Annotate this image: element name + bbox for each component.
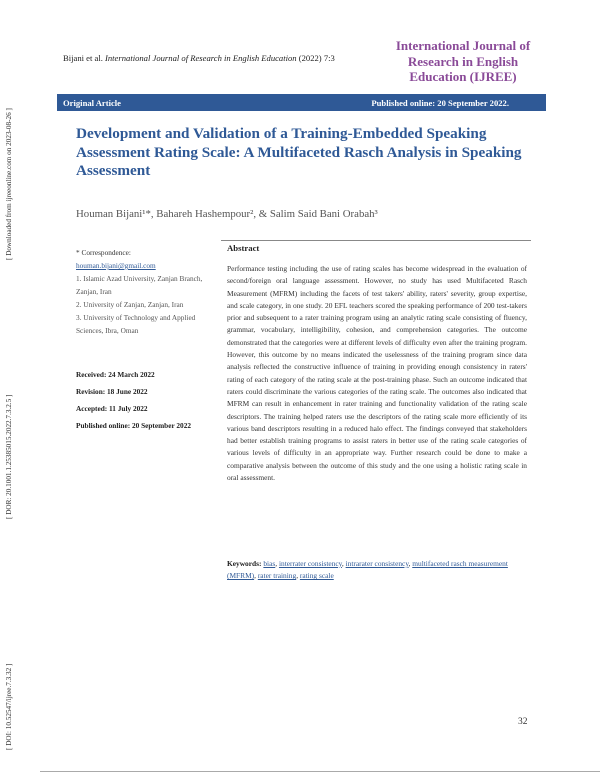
abstract-heading: Abstract [227,243,260,253]
correspondence-label: * Correspondence: [76,248,131,257]
footer-rule [40,771,600,772]
date-accepted: Accepted: 11 July 2022 [76,404,148,413]
brand-line: Research in English [407,53,519,69]
keyword-link[interactable]: interrater consistency [278,559,342,568]
journal-brand [383,38,543,85]
affiliations [76,246,216,337]
date-received: Received: 24 March 2022 [76,370,155,379]
dor-note: [ DOR: 20.1001.1.25385015.2022.7.3.2.5 ] [5,394,13,519]
brand-line: International Journal of [395,38,531,53]
author-list: Houman Bijani¹*, Bahareh Hashempour², & Salim Said Bani Orabah³ [76,208,378,220]
keyword-link[interactable]: multifaceted rasch measurement (MFRM) [227,559,508,581]
keyword-link[interactable]: intrarater consistency [345,559,409,568]
doi-note: [ DOI: 10.52547/ijree.7.3.32 ] [5,663,13,750]
abstract-body: Performance testing including the use of rating scales has become widespread in the evaluation of second/foreign oral language assessment. However, no study has used Multifaceted Rasch Measurement (MFRM) including the facets of test takers' ability, raters' severity, group expertise, and scale category, in one study. 20 EFL teachers scored the speaking performance of 200 test-takers prior and subsequent to a rater training program using an analytic rating scale consisting of fluency, grammar, vocabulary, intelligibility, cohesion, and comprehension categories. The outcome demonstrated that the categories were at different levels of difficulty even after the training program. However, this outcome by no means indicated the uselessness of the training program since data analysis reflected the constructive influence of training in providing enough consistency in raters' rating of each category of the rating scale at the post-training phase. Such an outcome indicated that raters could discriminate the various categories of the rating scale. The outcomes also indicated that MFRM can result in enhancement in rater training and functionality validation of the rating scale descriptors. The training helped raters use the descriptors of the rating scale more efficiently of its various band descriptors resulting in a reduced halo effect. The findings conveyed that stakeholders had better establish training programs to assist raters in better use of the rating scale categories of various levels of difficulty in an appropriate way. Further research could be done to make a comparative analysis between the outcome of this study and the one using a holistic rating scale in oral assessment. [227,264,527,483]
article-type: Original Article [63,97,121,108]
citation-journal: International Journal of Research in English Education [105,53,297,63]
brand-line: Education (IJREE) [409,69,517,84]
keyword-link[interactable]: rater training [257,571,297,581]
affiliation-item: 3. University of Technology and Applied Sciences, Ibra, Oman [76,313,196,335]
keyword-link[interactable]: rating scale [299,571,334,581]
published-banner-text: Published online: 20 September 2022. [371,97,509,108]
download-note: [ Downloaded from ijreeonline.com on 2023-08-26 ] [5,108,13,260]
article-title: Development and Validation of a Training-Embedded Speaking Assessment Rating Scale: A Multifaceted Rasch Analysis in Speaking Assessment [76,125,522,179]
page-number: 32 [518,717,528,727]
date-revision: Revision: 18 June 2022 [76,387,148,396]
keywords-label: Keywords: [227,559,262,568]
citation-suffix: (2022) 7:3 [296,53,335,63]
keywords: Keywords: bias, interrater consistency, intrarater consistency, multifaceted rasch measurement (MFRM), rater training, rating scale [227,559,508,581]
citation-prefix: Bijani et al. [63,53,106,63]
correspondence-email[interactable]: houman.bijani@gmail.com [76,261,156,270]
date-published: Published online: 20 September 2022 [76,421,192,430]
affiliation-item: 1. Islamic Azad University, Zanjan Branch, Zanjan, Iran [76,274,203,296]
keyword-link[interactable]: bias [263,559,276,568]
affiliation-item: 2. University of Zanjan, Zanjan, Iran [76,300,184,309]
article-banner [57,94,546,111]
running-citation [63,53,368,64]
article-dates [76,370,216,438]
